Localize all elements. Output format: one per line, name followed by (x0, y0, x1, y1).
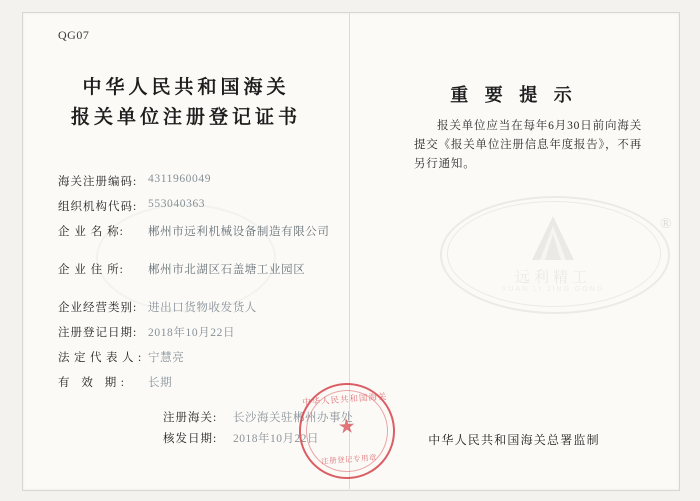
field-value: 553040363 (148, 198, 206, 210)
issuing-row (163, 408, 363, 429)
watermark-brand-cn: 远利精工 (514, 270, 591, 286)
issuing-info (163, 408, 363, 450)
title-line-2: 报关单位注册登记证书 (70, 107, 301, 128)
field-value: 长期 (148, 377, 173, 389)
seal-top-text: 中华人民共和国海关 (301, 391, 388, 408)
issuing-row (163, 429, 363, 450)
field-value: 郴州市远利机械设备制造有限公司 (148, 226, 330, 238)
field-row (58, 374, 338, 396)
field-value: 郴州市北湖区石盖塘工业园区 (148, 264, 306, 276)
field-value: 2018年10月22日 (148, 327, 236, 339)
field-label: 组织机构代码: (58, 201, 138, 213)
field-label: 企 业 名 称: (58, 226, 124, 238)
issuing-value: 长沙海关驻郴州办事处 (233, 412, 353, 424)
title-line-1: 中华人民共和国海关 (82, 77, 290, 98)
field-row (58, 299, 338, 321)
notice-paragraph: 报关单位应当在每年6月30日前向海关提交《报关单位注册信息年度报告》，不再另行通知。 (414, 120, 642, 170)
field-row (58, 198, 338, 220)
field-row (58, 324, 338, 346)
seal-star-icon: ★ (337, 415, 357, 439)
issuing-label: 核发日期: (163, 433, 218, 445)
certificate-title (23, 73, 349, 133)
field-value: 4311960049 (148, 173, 212, 185)
field-label: 注册登记日期: (58, 327, 138, 339)
issuing-label: 注册海关: (163, 412, 218, 424)
field-value: 进出口货物收发货人 (148, 302, 257, 314)
issuer-line: 中华人民共和国海关总署监制 (428, 433, 600, 447)
notice-body (414, 117, 642, 174)
watermark-brand-en: YUAN LI JING GONG (501, 286, 605, 293)
notice-title: 重 要 提 示 (450, 85, 578, 105)
left-panel (23, 13, 388, 488)
field-row (58, 173, 338, 195)
field-row (58, 349, 338, 371)
field-list (58, 173, 338, 399)
field-value: 宁慧亮 (148, 352, 185, 364)
field-label: 海关注册编码: (58, 176, 138, 188)
issuing-value: 2018年10月22日 (233, 433, 319, 445)
right-panel (350, 13, 678, 488)
field-label: 企 业 住 所: (58, 264, 124, 276)
field-label: 有 效 期: (58, 377, 129, 389)
seal-bottom-text: 注册登记专用章 (320, 452, 378, 466)
form-code: QG07 (58, 28, 90, 42)
field-label: 法定代表人: (58, 352, 146, 364)
field-row (58, 261, 338, 283)
field-label: 企业经营类别: (58, 302, 138, 314)
field-row (58, 223, 338, 245)
registered-mark-icon: ® (660, 216, 672, 232)
